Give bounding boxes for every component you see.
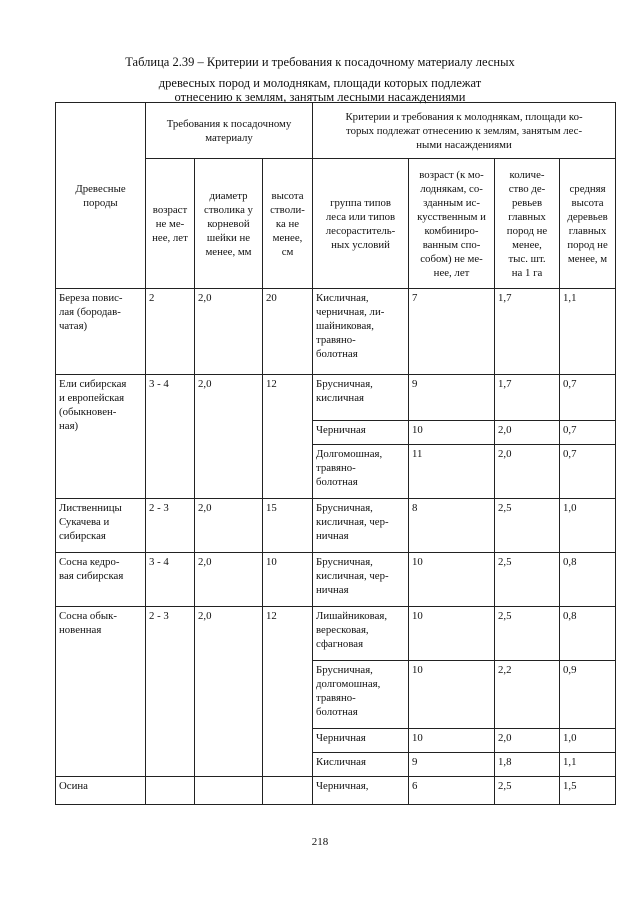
average-height-cell: 0,8	[560, 553, 616, 607]
forest-type-cell: Брусничная, долгомошная, травяно- болотная	[313, 661, 409, 729]
young-age-cell: 10	[409, 421, 495, 445]
seedling-age-cell	[146, 777, 195, 805]
young-age-cell: 10	[409, 553, 495, 607]
seedling-height-cell: 10	[263, 553, 313, 607]
tree-count-cell: 2,2	[495, 661, 560, 729]
forest-type-cell: Кисличная	[313, 753, 409, 777]
average-height-cell: 1,0	[560, 499, 616, 553]
average-height-cell: 0,9	[560, 661, 616, 729]
forest-type-cell: Черничная,	[313, 777, 409, 805]
seedling-age-cell: 2	[146, 289, 195, 375]
average-height-cell: 1,1	[560, 289, 616, 375]
forest-type-cell: Долгомошная, травяно- болотная	[313, 445, 409, 499]
header-diameter: диаметр стволика у корневой шейки не менее, мм	[195, 159, 263, 289]
header-height: высота ствoли- ка не менее, см	[263, 159, 313, 289]
young-age-cell: 9	[409, 375, 495, 421]
table-caption-line-1: Таблица 2.39 – Критерии и требования к посадочному материалу лесных	[125, 55, 515, 69]
seedling-height-cell: 15	[263, 499, 313, 553]
species-cell: Сосна обык- новенная	[56, 607, 146, 777]
seedling-diameter-cell: 2,0	[195, 607, 263, 777]
criteria-table	[55, 102, 616, 805]
young-age-cell: 10	[409, 729, 495, 753]
forest-type-cell: Брусничная, кисличная, чер- ничная	[313, 499, 409, 553]
young-age-cell: 11	[409, 445, 495, 499]
forest-type-cell: Кисличная, черничная, ли- шайниковая, травяно- болотная	[313, 289, 409, 375]
seedling-diameter-cell: 2,0	[195, 289, 263, 375]
average-height-cell: 1,0	[560, 729, 616, 753]
average-height-cell: 0,8	[560, 607, 616, 661]
tree-count-cell: 2,0	[495, 729, 560, 753]
tree-count-cell: 1,7	[495, 289, 560, 375]
seedling-age-cell: 2 - 3	[146, 607, 195, 777]
seedling-diameter-cell	[195, 777, 263, 805]
seedling-age-cell: 3 - 4	[146, 375, 195, 499]
young-age-cell: 8	[409, 499, 495, 553]
header-planting-material: Требования к посадочному материалу	[146, 103, 313, 159]
table-caption-line-2: древесных пород и молоднякам, площади которых подлежат	[158, 76, 482, 90]
young-age-cell: 10	[409, 661, 495, 729]
forest-type-cell: Черничная	[313, 729, 409, 753]
forest-type-cell: Лишайниковая, вересковая, сфагновая	[313, 607, 409, 661]
tree-count-cell: 2,5	[495, 777, 560, 805]
seedling-diameter-cell: 2,0	[195, 553, 263, 607]
forest-type-cell: Брусничная, кисличная, чер- ничная	[313, 553, 409, 607]
young-age-cell: 7	[409, 289, 495, 375]
seedling-height-cell: 12	[263, 607, 313, 777]
header-age-min: возраст не ме- нее, лет	[146, 159, 195, 289]
species-cell: Береза повис- лая (бородав- чатая)	[56, 289, 146, 375]
species-cell: Осина	[56, 777, 146, 805]
young-age-cell: 6	[409, 777, 495, 805]
young-age-cell: 10	[409, 607, 495, 661]
tree-count-cell: 2,5	[495, 499, 560, 553]
header-tree-count: количе- ство де- ревьев главных пород не менее, тыс. шт. на 1 га	[495, 159, 560, 289]
young-age-cell: 9	[409, 753, 495, 777]
tree-count-cell: 2,0	[495, 445, 560, 499]
page-number: 218	[311, 836, 329, 848]
average-height-cell: 0,7	[560, 445, 616, 499]
average-height-cell: 0,7	[560, 421, 616, 445]
seedling-age-cell: 2 - 3	[146, 499, 195, 553]
average-height-cell: 0,7	[560, 375, 616, 421]
species-cell: Сосна кедро- вая сибирская	[56, 553, 146, 607]
seedling-diameter-cell: 2,0	[195, 375, 263, 499]
header-young-stands: Критерии и требования к молоднякам, площади ко- торых подлежат отнесению к землям, занятым лес- ными насаждениями	[313, 103, 616, 159]
species-cell: Лиственницы Сукачева и сибирская	[56, 499, 146, 553]
seedling-height-cell	[263, 777, 313, 805]
header-young-age: возраст (к мо- лоднякам, со- зданным ис- кусственным и комбиниро- ванным спо- собом) не ме- нее, лет	[409, 159, 495, 289]
header-forest-type: группа типов леса или типов лесораститель- ных условий	[313, 159, 409, 289]
tree-count-cell: 1,7	[495, 375, 560, 421]
species-cell: Ели сибирская и европейская (обыкновен- ная)	[56, 375, 146, 499]
forest-type-cell: Брусничная, кисличная	[313, 375, 409, 421]
forest-type-cell: Черничная	[313, 421, 409, 445]
tree-count-cell: 2,5	[495, 607, 560, 661]
seedling-diameter-cell: 2,0	[195, 499, 263, 553]
header-species: Древесные породы	[56, 103, 146, 289]
header-average-height: средняя высота деревьев главных пород не менее, м	[560, 159, 616, 289]
seedling-height-cell: 12	[263, 375, 313, 499]
average-height-cell: 1,1	[560, 753, 616, 777]
average-height-cell: 1,5	[560, 777, 616, 805]
table-caption-line-3: отнесению к землям, занятым лесными насаждениями	[174, 90, 466, 104]
tree-count-cell: 1,8	[495, 753, 560, 777]
tree-count-cell: 2,0	[495, 421, 560, 445]
tree-count-cell: 2,5	[495, 553, 560, 607]
seedling-age-cell: 3 - 4	[146, 553, 195, 607]
seedling-height-cell: 20	[263, 289, 313, 375]
